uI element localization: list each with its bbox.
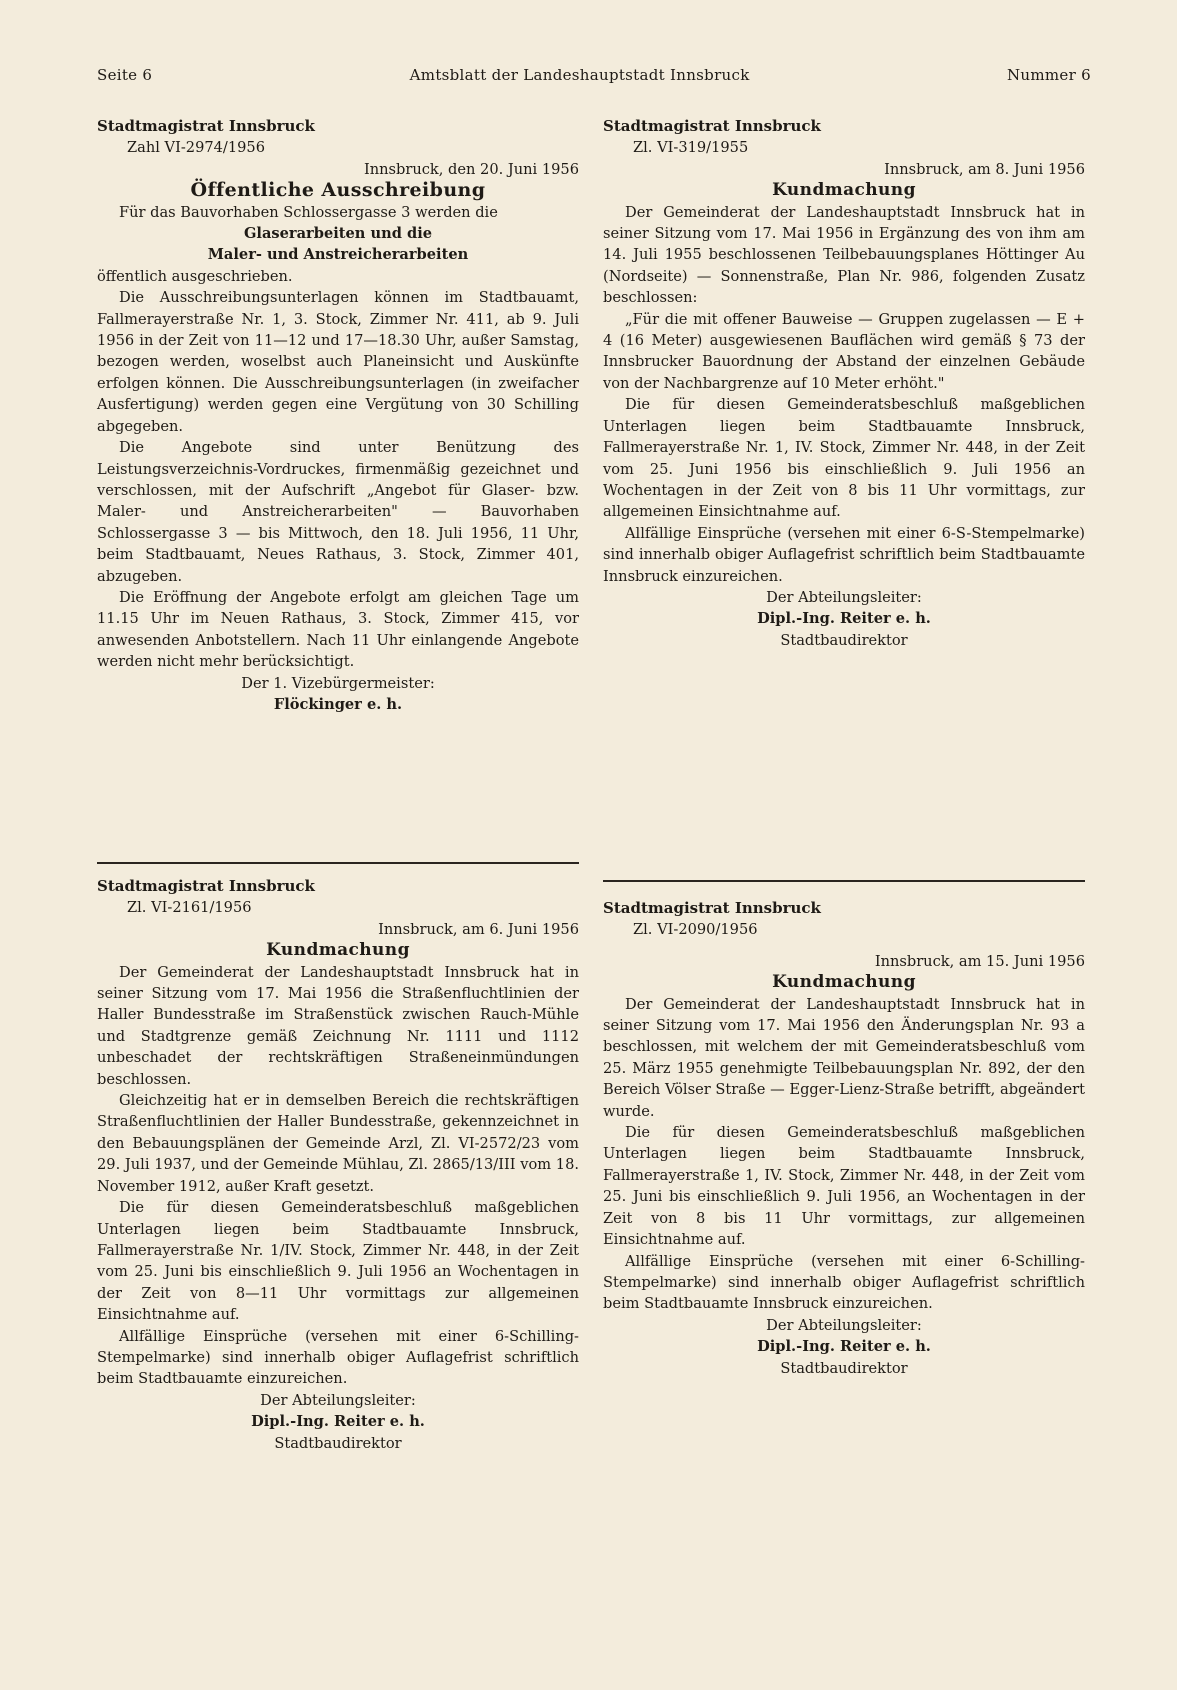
left-column-lower bbox=[97, 876, 579, 1454]
notice-date: Innsbruck, am 8. Juni 1956 bbox=[884, 160, 1085, 178]
notice-paragraph: öffentlich ausgeschrieben. bbox=[97, 267, 293, 285]
notice-title: Kundmachung bbox=[772, 180, 916, 201]
notice-paragraph: Gleichzeitig hat er in demselben Bereich die rechtskräftigen Straßenfluchtlinien der Haller Bundesstraße, gekennzeichnet in den Bebauungsplänen der Gemeinde Arzl, Zl. VI-2572/23 vom 29. Juli 1937, und der Gemeinde Mühlau, Zl. 2865/13/III vom 18. November 1912, außer Kraft gesetzt. bbox=[97, 1092, 579, 1195]
signature-role: Der Abteilungsleiter: bbox=[260, 1391, 416, 1409]
notice-paragraph: Allfällige Einsprüche (versehen mit einer 6-Schilling-Stempelmarke) sind innerhalb obiger Auflagefrist schriftlich beim Stadtbauamte Innsbruck einzureichen. bbox=[603, 1252, 1085, 1313]
reference-number: Zl. VI-2161/1956 bbox=[127, 899, 252, 917]
reference-number: Zahl VI-2974/1956 bbox=[127, 139, 265, 157]
signature-role: Der Abteilungsleiter: bbox=[766, 588, 922, 606]
section-divider bbox=[603, 880, 1085, 882]
tender-item: Glaserarbeiten und die bbox=[243, 225, 433, 243]
signature-name: Flöckinger e. h. bbox=[273, 695, 403, 713]
notice-paragraph: Die für diesen Gemeinderatsbeschluß maßgeblichen Unterlagen liegen beim Stadtbauamte Innsbruck, Fallmerayerstraße 1, IV. Stock, Zimmer Nr. 448, in der Zeit vom 25. Juni bis einschließlich 9. Juli 1956, an Wochentagen in der Zeit von 8 bis 11 Uhr vormittags, zur allgemeinen Einsichtnahme auf. bbox=[603, 1124, 1085, 1249]
signature-role: Der Abteilungsleiter: bbox=[766, 1316, 922, 1334]
reference-number: Zl. VI-2090/1956 bbox=[633, 921, 758, 939]
notice-announcement bbox=[603, 898, 1085, 1379]
notice-intro: Für das Bauvorhaben Schlossergasse 3 werden die bbox=[119, 203, 498, 221]
notice-paragraph: Der Gemeinderat der Landeshauptstadt Innsbruck hat in seiner Sitzung vom 17. Mai 1956 in Ergänzung des von ihm am 14. Juli 1955 beschlossenen Teilbebauungsplanes Höttinger Au (Nordseite) — Sonnenstraße, Plan Nr. 986, folgenden Zusatz beschlossen: bbox=[603, 203, 1085, 307]
signature-title: Stadtbaudirektor bbox=[274, 1434, 402, 1452]
notice-title: Öffentliche Ausschreibung bbox=[190, 179, 486, 202]
signature-name: Dipl.-Ing. Reiter e. h. bbox=[757, 1338, 931, 1356]
notice-title: Kundmachung bbox=[772, 972, 916, 993]
authority: Stadtmagistrat Innsbruck bbox=[97, 877, 315, 895]
notice-tender bbox=[97, 116, 579, 715]
tender-item: Maler- und Anstreicherarbeiten bbox=[207, 246, 469, 264]
notice-paragraph: Die Eröffnung der Angebote erfolgt am gleichen Tage um 11.15 Uhr im Neuen Rathaus, 3. Stock, Zimmer 415, vor anwesenden Anbotstellern. Nach 11 Uhr einlangende Angebote werden nicht mehr berücksichtigt. bbox=[97, 588, 579, 671]
signature-title: Stadtbaudirektor bbox=[780, 631, 908, 649]
notice-announcement bbox=[97, 876, 579, 1454]
notice-title: Kundmachung bbox=[266, 940, 410, 961]
notice-paragraph: Die Ausschreibungsunterlagen können im Stadtbauamt, Fallmerayerstraße Nr. 1, 3. Stock, Zimmer Nr. 411, ab 9. Juli 1956 in der Zeit von 11—12 und 17—18.30 Uhr, außer Samstag, bezogen werden, woselbst auch Planeinsicht und Auskünfte erfolgen können. Die Ausschreibungsunterlagen (in zweifacher Ausfertigung) werden gegen eine Vergütung von 30 Schilling abgegeben. bbox=[97, 289, 579, 435]
authority: Stadtmagistrat Innsbruck bbox=[603, 117, 821, 135]
notice-paragraph: Die für diesen Gemeinderatsbeschluß maßgeblichen Unterlagen liegen beim Stadtbauamte Innsbruck, Fallmerayerstraße Nr. 1/IV. Stock, Zimmer Nr. 448, in der Zeit vom 25. Juni bis einschließlich 9. Juli 1956 an Wochentagen in der Zeit von 8—11 Uhr vormittags zur allgemeinen Einsichtnahme auf. bbox=[97, 1199, 579, 1324]
notice-date: Innsbruck, am 15. Juni 1956 bbox=[874, 952, 1085, 970]
issue-number: Nummer 6 bbox=[1007, 66, 1091, 84]
notice-paragraph: Die Angebote sind unter Benützung des Leistungsverzeichnis-Vordruckes, firmenmäßig gezeichnet und verschlossen, mit der Aufschrift „Angebot für Glaser- bzw. Maler- und Anstreicherarbeiten" — Bauvorhaben Schlossergasse 3 — bis Mittwoch, den 18. Juli 1956, 11 Uhr, beim Stadtbauamt, Neues Rathaus, 3. Stock, Zimmer 401, abzugeben. bbox=[97, 439, 579, 585]
notice-date: Innsbruck, am 6. Juni 1956 bbox=[378, 920, 579, 938]
running-header bbox=[97, 66, 1091, 84]
right-column bbox=[603, 116, 1085, 651]
left-column bbox=[97, 116, 579, 715]
notice-paragraph: Der Gemeinderat der Landeshauptstadt Innsbruck hat in seiner Sitzung vom 17. Mai 1956 den Änderungsplan Nr. 93 a beschlossen, mit welchem der mit Gemeinderatsbeschluß vom 25. März 1955 genehmigte Teilbebauungsplan Nr. 892, der den Bereich Völser Straße — Egger-Lienz-Straße betrifft, abgeändert wurde. bbox=[603, 995, 1085, 1120]
notice-paragraph: Die für diesen Gemeinderatsbeschluß maßgeblichen Unterlagen liegen beim Stadtbauamte Innsbruck, Fallmerayerstraße Nr. 1, IV. Stock, Zimmer Nr. 448, in der Zeit vom 25. Juni 1956 bis einschließlich 9. Juli 1956 an Wochentagen in der Zeit von 8 bis 11 Uhr vormittags, zur allgemeinen Einsichtnahme auf. bbox=[603, 396, 1085, 521]
signature-title: Stadtbaudirektor bbox=[780, 1359, 908, 1377]
signature-name: Dipl.-Ing. Reiter e. h. bbox=[757, 610, 931, 628]
notice-paragraph: „Für die mit offener Bauweise — Gruppen zugelassen — E + 4 (16 Meter) ausgewiesenen Bauflächen wird gemäß § 73 der Innsbrucker Bauordnung der Abstand der einzelnen Gebäude von der Nachbargrenze auf 10 Meter erhöht." bbox=[603, 310, 1085, 392]
reference-number: Zl. VI-319/1955 bbox=[633, 139, 749, 157]
publication-title: Amtsblatt der Landeshauptstadt Innsbruck bbox=[409, 66, 750, 84]
authority: Stadtmagistrat Innsbruck bbox=[603, 899, 821, 917]
notice-announcement bbox=[603, 116, 1085, 651]
notice-paragraph: Der Gemeinderat der Landeshauptstadt Innsbruck hat in seiner Sitzung vom 17. Mai 1956 die Straßenfluchtlinien der Haller Bundesstraße im Straßenstück zwischen Rauch-Mühle und Stadtgrenze gemäß Zeichnung Nr. 1111 und 1112 unbeschadet der rechtskräftigen Straßeneinmündungen beschlossen. bbox=[97, 963, 579, 1088]
right-column-lower bbox=[603, 898, 1085, 1379]
authority: Stadtmagistrat Innsbruck bbox=[97, 117, 315, 135]
signature-name: Dipl.-Ing. Reiter e. h. bbox=[251, 1413, 425, 1431]
notice-paragraph: Allfällige Einsprüche (versehen mit einer 6-S-Stempelmarke) sind innerhalb obiger Auflagefrist schriftlich beim Stadtbauamte Innsbruck einzureichen. bbox=[603, 524, 1085, 585]
section-divider bbox=[97, 862, 579, 864]
page-number: Seite 6 bbox=[97, 66, 153, 84]
notice-paragraph: Allfällige Einsprüche (versehen mit einer 6-Schilling-Stempelmarke) sind innerhalb obiger Auflagefrist schriftlich beim Stadtbauamte einzureichen. bbox=[97, 1327, 579, 1388]
notice-date: Innsbruck, den 20. Juni 1956 bbox=[363, 160, 579, 178]
signature-role: Der 1. Vizebürgermeister: bbox=[241, 674, 435, 692]
